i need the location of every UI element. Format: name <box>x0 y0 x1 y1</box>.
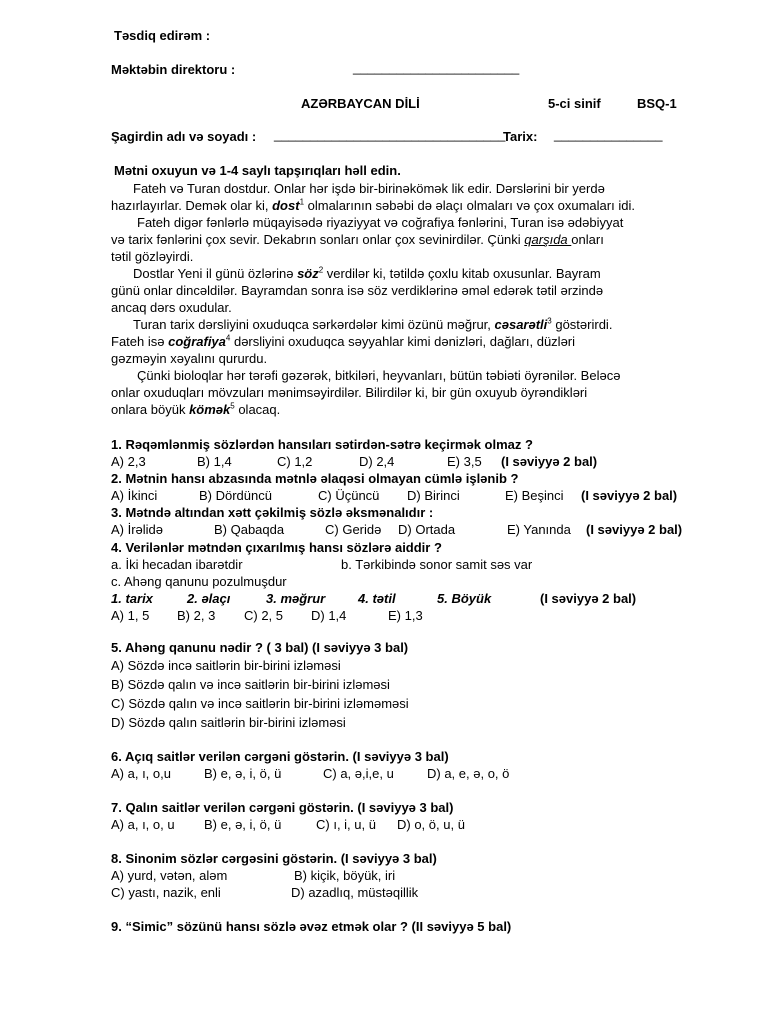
question-7: 7. Qalın saitlər verilən cərgəni göstərin. (I səviyyə 3 bal) <box>111 800 454 815</box>
question-4: 4. Verilənlər mətndən çıxarılmış hansı sözlərə aiddir ? <box>111 540 442 555</box>
text-fragment: onlara böyük <box>111 402 190 417</box>
q3-option-d[interactable]: D) Ortada <box>398 522 456 537</box>
q4-option-b[interactable]: B) 2, 3 <box>177 608 216 623</box>
q7-option-c[interactable]: C) ı, i, u, ü <box>316 817 376 832</box>
text-line <box>111 231 635 248</box>
text-line: Çünki bioloqlar hər tərəfi gəzərək, bitkiləri, heyvanları, bütün təbiəti öyrənilər. Beləcə <box>137 368 621 383</box>
text-line: ancaq dərs oxudular. <box>111 300 232 315</box>
word-cografiya: coğrafiya <box>168 334 226 349</box>
q2-option-b[interactable]: B) Dördüncü <box>199 488 272 503</box>
text-line: günü onlar dincəldilər. Bayramdan sonra isə söz verdiklərinə əməl edərək tətil ərzində <box>111 283 604 298</box>
footnote-4: 4 <box>225 333 231 343</box>
q5-option-c[interactable]: C) Sözdə qalın və incə saitlərin bir-birini izləməməsi <box>111 696 409 711</box>
question-6: 6. Açıq saitlər verilən cərgəni göstərin. (I səviyyə 3 bal) <box>111 749 449 764</box>
q7-option-d[interactable]: D) o, ö, u, ü <box>397 817 465 832</box>
question-5: 5. Ahəng qanunu nədir ? ( 3 bal) (I səviyyə 3 bal) <box>111 640 409 655</box>
text-fragment: Dostlar Yeni il günü özlərinə <box>133 266 298 281</box>
footnote-2: 2 <box>318 265 324 275</box>
q6-option-b[interactable]: B) e, ə, i, ö, ü <box>204 766 282 781</box>
text-line: Fateh digər fənlərlə müqayisədə riyaziyyat və coğrafiya fənlərini, Turan isə ədəbiyyat <box>137 215 624 230</box>
q1-option-a[interactable]: A) 2,3 <box>111 454 146 469</box>
text-fragment: göstərirdi. <box>551 317 613 332</box>
word-komek: kömək <box>189 402 231 417</box>
q3-option-c[interactable]: C) Geridə <box>325 522 382 537</box>
footnote-1: 1 <box>299 197 305 207</box>
q1-level: (I səviyyə 2 bal) <box>501 454 598 469</box>
footnote-3: 3 <box>547 316 552 326</box>
q4-option-a[interactable]: A) 1, 5 <box>111 608 150 623</box>
q6-option-a[interactable]: A) a, ı, o,u <box>111 766 171 781</box>
q5-option-d[interactable]: D) Sözdə qalın saitlərin bir-birini izləməsi <box>111 715 346 730</box>
q6-option-d[interactable]: D) a, e, ə, o, ö <box>427 766 510 781</box>
q1-option-b[interactable]: B) 1,4 <box>197 454 232 469</box>
q6-option-c[interactable]: C) a, ə,i,e, u <box>323 766 394 781</box>
q3-option-a[interactable]: A) İrəlidə <box>111 522 164 537</box>
q8-option-c[interactable]: C) yastı, nazik, enli <box>111 885 221 900</box>
word-soz: söz <box>297 266 319 281</box>
word-cesaretli: cəsarətli <box>494 317 548 332</box>
approve-label: Təsdiq edirəm : <box>114 28 211 43</box>
q2-level: (I səviyyə 2 bal) <box>581 488 678 503</box>
q3-level: (I səviyyə 2 bal) <box>586 522 683 537</box>
q1-option-e[interactable]: E) 3,5 <box>447 454 482 469</box>
question-9: 9. “Simic” sözünü hansı sözlə əvəz etmək olar ? (II səviyyə 5 bal) <box>111 919 512 934</box>
text-line <box>111 333 635 350</box>
date-label: Tarix: <box>503 129 538 144</box>
q1-option-d[interactable]: D) 2,4 <box>359 454 395 469</box>
q4-word-4: 4. tətil <box>358 591 396 606</box>
q2-option-e[interactable]: E) Beşinci <box>505 488 564 503</box>
director-label: Məktəbin direktoru : <box>111 62 236 77</box>
q4-option-e[interactable]: E) 1,3 <box>388 608 423 623</box>
reading-text <box>111 180 635 418</box>
q4-word-5: 5. Böyük <box>437 591 492 606</box>
q4-option-d[interactable]: D) 1,4 <box>311 608 347 623</box>
q4-level: (I səviyyə 2 bal) <box>540 591 637 606</box>
text-line <box>111 265 635 282</box>
question-3: 3. Mətndə altından xətt çəkilmiş sözlə əksmənalıdır : <box>111 505 434 520</box>
q8-option-b[interactable]: B) kiçik, böyük, iri <box>294 868 396 883</box>
grade-label: 5-ci sinif <box>548 96 601 111</box>
q3-option-e[interactable]: E) Yanında <box>507 522 571 537</box>
question-1: 1. Rəqəmlənmiş sözlərdən hansıları sətirdən-sətrə keçirmək olmaz ? <box>111 437 533 452</box>
q4-statement-b: b. Tərkibində sonor samit səs var <box>341 557 533 572</box>
subject-title: AZƏRBAYCAN DİLİ <box>301 96 420 111</box>
q4-statement-c: c. Ahəng qanunu pozulmuşdur <box>111 574 287 589</box>
text-fragment: olmalarının səbəbi də əlaçı olmaları və çox oxumaları idi. <box>304 198 635 213</box>
text-line <box>111 197 635 214</box>
text-fragment: hazırlayırlar. Demək olar ki, <box>111 198 273 213</box>
test-code: BSQ-1 <box>637 96 677 111</box>
underlined-word-qarsida: qarşıda <box>524 232 572 247</box>
text-line <box>111 401 635 418</box>
q7-option-a[interactable]: A) a, ı, o, u <box>111 817 175 832</box>
q5-option-a[interactable]: A) Sözdə incə saitlərin bir-birini izləməsi <box>111 658 341 673</box>
q2-option-c[interactable]: C) Üçüncü <box>318 488 380 503</box>
q7-option-b[interactable]: B) e, ə, i, ö, ü <box>204 817 282 832</box>
q4-option-c[interactable]: C) 2, 5 <box>244 608 284 623</box>
q1-option-c[interactable]: C) 1,2 <box>277 454 313 469</box>
q2-option-a[interactable]: A) İkinci <box>111 488 158 503</box>
director-signature-line: _______________________ <box>353 60 520 75</box>
question-8: 8. Sinonim sözlər cərgəsini göstərin. (I səviyyə 3 bal) <box>111 851 437 866</box>
q3-option-b[interactable]: B) Qabaqda <box>214 522 285 537</box>
date-line: _______________ <box>554 127 663 142</box>
q4-word-3: 3. məğrur <box>266 591 326 606</box>
word-dost: dost <box>272 198 300 213</box>
text-fragment: və tarix fənlərini çox sevir. Dekabrın sonları onlar çox sevinirdilər. Çünki <box>111 232 525 247</box>
footnote-5: 5 <box>230 401 235 411</box>
text-fragment: dərsliyini oxuduqca səyyahlar kimi dənizləri, dağları, düzləri <box>230 334 576 349</box>
text-line <box>111 316 635 333</box>
text-line: gəzməyin xəyalını qururdu. <box>111 351 268 366</box>
text-line: Fateh və Turan dostdur. Onlar hər işdə bir-birinəkömək lik edir. Dərslərini bir yerdə <box>133 181 605 196</box>
reading-instruction: Mətni oxuyun və 1-4 saylı tapşırıqları həll edin. <box>114 163 401 178</box>
text-fragment: olacaq. <box>234 402 281 417</box>
q4-statement-a: a. İki hecadan ibarətdir <box>111 557 243 572</box>
q5-option-b[interactable]: B) Sözdə qalın və incə saitlərin bir-birini izləməsi <box>111 677 390 692</box>
text-fragment: Fateh isə <box>111 334 169 349</box>
text-line: onlar oxuduqları mövzuları mənimsəyirdilər. Bilirdilər ki, bir gün oxuyub öyrəndikləri <box>111 385 588 400</box>
student-name-line: ________________________________ <box>274 127 506 142</box>
text-line: tətil gözləyirdi. <box>111 249 194 264</box>
q2-option-d[interactable]: D) Birinci <box>407 488 460 503</box>
text-fragment: Turan tarix dərsliyini oxuduqca sərkərdələr kimi özünü məğrur, <box>133 317 495 332</box>
student-name-label: Şagirdin adı və soyadı : <box>111 129 257 144</box>
text-fragment: onları <box>571 232 604 247</box>
q4-word-2: 2. əlaçı <box>187 591 231 606</box>
text-fragment: verdilər ki, tətildə çoxlu kitab oxusunlar. Bayram <box>323 266 601 281</box>
q8-option-d[interactable]: D) azadlıq, müstəqillik <box>291 885 419 900</box>
q8-option-a[interactable]: A) yurd, vətən, aləm <box>111 868 228 883</box>
q4-word-1: 1. tarix <box>111 591 153 606</box>
question-2: 2. Mətnin hansı abzasında mətnlə əlaqəsi olmayan cümlə işlənib ? <box>111 471 519 486</box>
